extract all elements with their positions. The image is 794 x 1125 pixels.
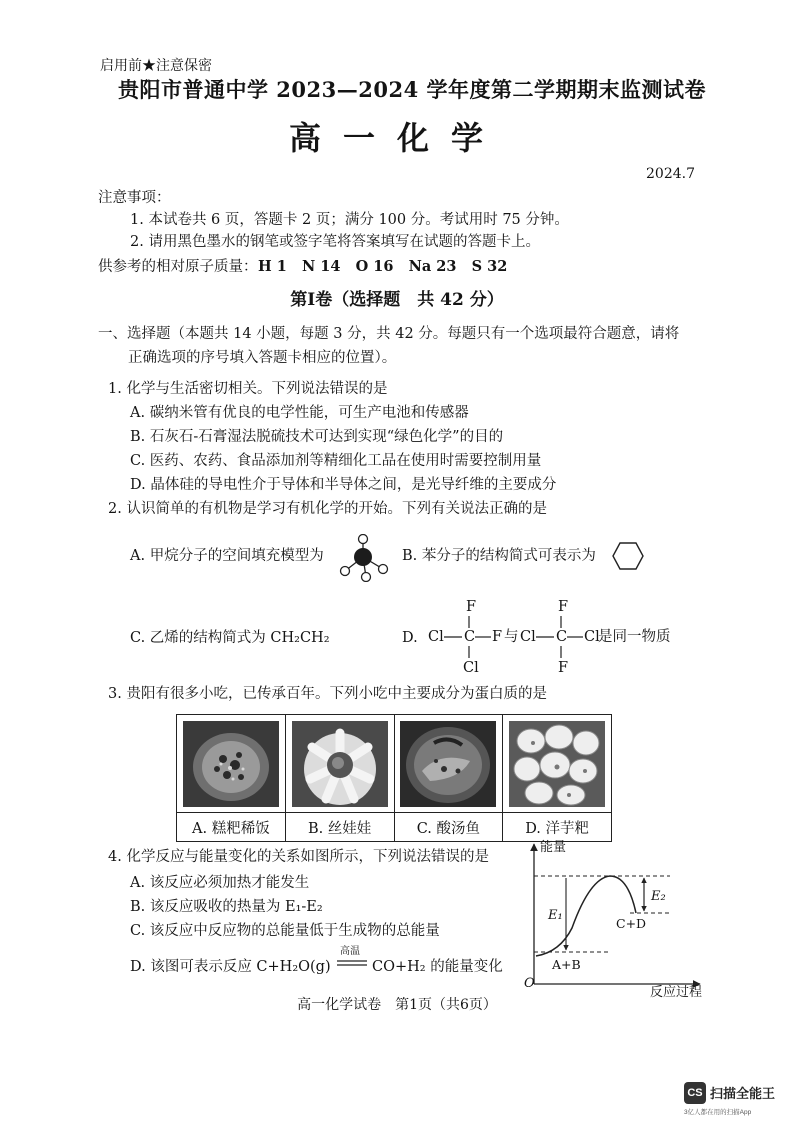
food-label-a: A. 糕粑稀饭 [192,820,270,837]
question-4-option-c: C. 该反应中反应物的总能量低于生成物的总能量 [130,923,440,939]
question-4-option-d-suffix: CO+H₂ 的能量变化 [372,959,503,975]
scanner-logo: CS [684,1082,706,1104]
exam-date: 2024.7 [646,166,695,182]
notes-heading: 注意事项： [98,190,171,206]
structure-2-top-f: F [558,599,569,615]
food-photo-a [177,715,285,813]
note-item: 1. 本试卷共 6 页，答题卡 2 页；满分 100 分。考试用时 75 分钟。 [130,212,569,228]
question-1-option-b: B. 石灰石-石膏湿法脱硫技术可达到实现“绿色化学”的目的 [130,429,504,445]
graph-origin: O [524,976,535,991]
structure-1-center-c: C [464,629,476,645]
part-title: 第Ⅰ卷（选择题 共 42 分） [290,290,504,310]
question-1-option-a: A. 碳纳米管有优良的电学性能，可生产电池和传感器 [130,405,469,421]
question-4-option-a: A. 该反应必须加热才能发生 [130,875,310,891]
food-photo-table [176,714,612,842]
section-instruction: 正确选项的序号填入答题卡相应的位置）。 [128,350,397,366]
subject-title: 高一化学 [288,119,505,157]
structure-connector: 与 [504,629,519,645]
question-2-option-c: C. 乙烯的结构简式为 CH₂CH₂ [130,630,330,646]
structure-1-top-f: F [466,599,477,615]
food-cell [177,715,286,841]
food-cell [286,715,395,841]
question-3-stem: 3. 贵阳有很多小吃，已传承百年。下列小吃中主要成分为蛋白质的是 [108,686,547,702]
atomic-mass-values: H 1 N 14 O 16 Na 23 S 32 [258,258,508,275]
structure-1-right-f: F [492,629,503,645]
structure-1-left-cl: Cl [428,629,444,645]
page-footer: 高一化学试卷 第1页（共6页） [297,997,497,1013]
structure-2-left-cl: Cl [520,629,536,645]
question-4-option-d: D. 该图可表示反应 C+H₂O(g) [130,959,331,975]
graph-reactants-label: A+B [552,957,581,972]
atomic-mass-label: 供参考的相对原子质量： [98,259,258,275]
graph-x-label: 反应过程 [650,985,703,1000]
question-1-option-c: C. 医药、农药、食品添加剂等精细化工品在使用时需要控制用量 [130,453,542,469]
structure-2-bottom-f: F [558,660,569,676]
question-2-stem: 2. 认识简单的有机物是学习有机化学的开始。下列有关说法正确的是 [108,501,547,517]
graph-e2-label: E₂ [651,889,666,904]
question-2-option-a: A. 甲烷分子的空间填充模型为 [130,548,324,564]
food-label-c: C. 酸汤鱼 [416,820,481,837]
food-photo-b [286,715,394,813]
food-photo-c [395,715,503,813]
scanner-tagline: 3亿人都在用的扫描App [684,1109,752,1116]
structure-1-bottom-cl: Cl [463,660,479,676]
graph-products-label: C+D [616,916,647,931]
structure-2-center-c: C [556,629,568,645]
food-cell [503,715,611,841]
scanner-name: 扫描全能王 [710,1086,776,1101]
note-item: 2. 请用黑色墨水的钢笔或签字笔将答案填写在试题的答题卡上。 [130,234,540,250]
benzene-ring-image [611,541,645,571]
question-4-stem: 4. 化学反应与能量变化的关系如图所示，下列说法错误的是 [108,849,489,865]
structure-2-right-cl: Cl [584,629,600,645]
question-2-option-d-label: D. [402,630,418,646]
question-1-stem: 1. 化学与生活密切相关。下列说法错误的是 [108,381,388,397]
secret-mark: 启用前★注意保密 [100,58,212,74]
question-2-option-d-suffix: 是同一物质 [598,629,671,645]
food-cell [395,715,504,841]
reaction-equals-sign [336,959,368,967]
structure-bonds [440,612,600,664]
graph-y-label: 能量 [540,840,567,855]
food-label-b: B. 丝娃娃 [307,820,372,837]
reaction-condition: 高温 [340,946,360,957]
question-4-option-b: B. 该反应吸收的热量为 E₁-E₂ [130,899,323,915]
question-1-option-d: D. 晶体硅的导电性介于导体和半导体之间，是光导纤维的主要成分 [130,477,557,493]
question-2-option-b: B. 苯分子的结构简式可表示为 [402,548,596,564]
graph-e1-label: E₁ [548,908,563,923]
section-instruction: 一、选择题（本题共 14 小题，每题 3 分，共 42 分。每题只有一个选项最符合题意，请将 [98,326,680,342]
exam-title: 贵阳市普通中学 2023—2024 学年度第二学期期末监测试卷 [118,77,707,102]
food-photo-d [503,715,611,813]
food-label-d: D. 洋芋粑 [525,820,590,837]
methane-model-image [336,534,394,582]
